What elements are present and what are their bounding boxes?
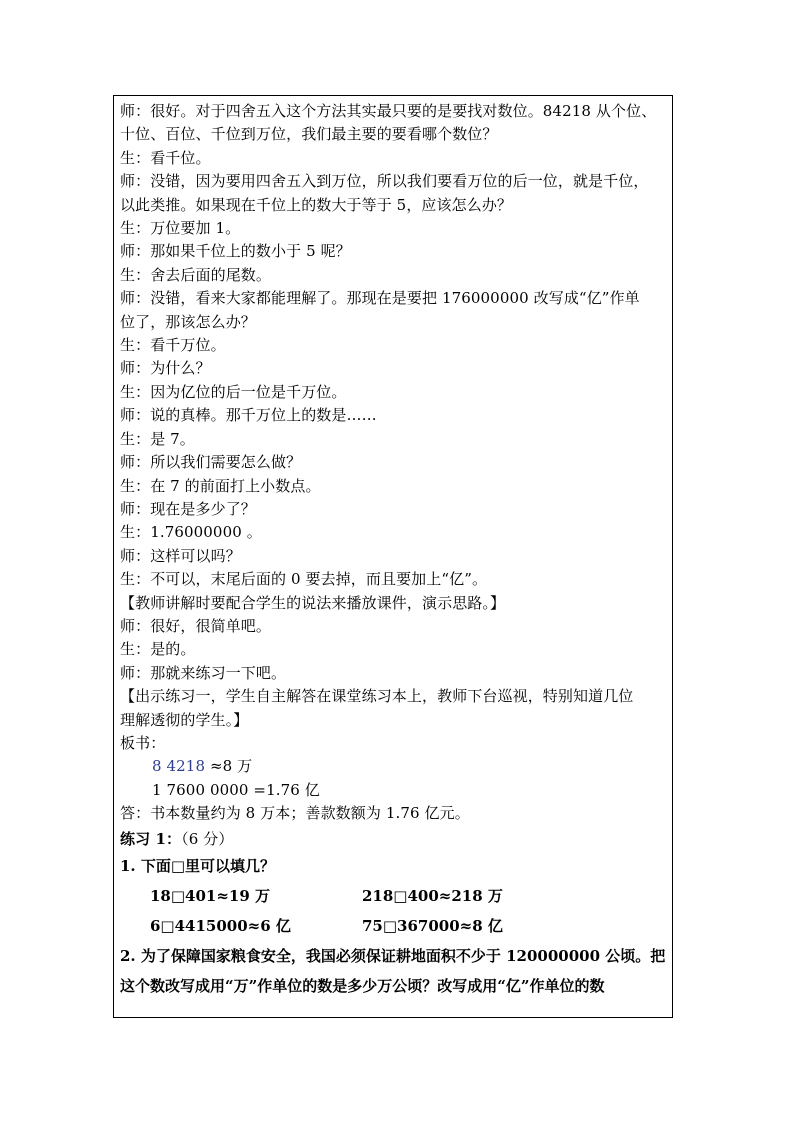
exercise-question-2-cont: 这个数改写成用“万”作单位的数是多少万公顷？改写成用“亿”作单位的数 [120,977,605,995]
answer-line: 答：书本数量约为 8 万本；善款数额为 1.76 亿元。 [120,804,470,823]
dialogue-line: 生：看千位。 [120,148,211,167]
exercise-item: 18□401≈19 万 [150,887,271,905]
dialogue-line: 生：舍去后面的尾数。 [120,265,272,284]
dialogue-line: 师：很好。对于四舍五入这个方法其实最只要的是要找对数位。84218 从个位、 [120,102,657,120]
dialogue-line: 师：这样可以吗？ [120,546,241,565]
exercise-title: 练习 1： [120,829,182,848]
teacher-note: 【出示练习一，学生自主解答在课堂练习本上，教师下台巡视，特别知道几位 [120,687,634,706]
exercise-item: 218□400≈218 万 [362,887,503,905]
board-number: 8 4218 [152,757,206,776]
board-line-1 [120,755,672,778]
dialogue-line: 生：看千万位。 [120,336,226,355]
exercise-question-1: 1. 下面□里可以填几？ [120,857,276,875]
exercise-question-2: 2. 为了保障国家粮食安全，我国必须保证耕地面积不少于 120000000 公顷。把 [120,947,666,965]
dialogue-line: 生：不可以，末尾后面的 0 要去掉，而且要加上“亿”。 [120,570,488,589]
dialogue-line: 师：没错，看来大家都能理解了。那现在是要把 176000000 改写成“亿”作单 [120,289,640,308]
teacher-note: 【教师讲解时要配合学生的说法来播放课件，演示思路。】 [120,593,506,612]
dialogue-line: 师：所以我们需要怎么做？ [120,453,302,472]
dialogue-line: 师：没错，因为要用四舍五入到万位，所以我们要看万位的后一位，就是千位， [120,172,649,191]
dialogue-line: 生：1.76000000 。 [120,523,262,542]
board-approx: ≈8 万 [205,757,253,776]
exercise-score: （6 分） [181,829,234,848]
exercise-row [120,911,672,941]
dialogue-line: 生：因为亿位的后一位是千万位。 [120,382,347,401]
exercise-item: 75□367000≈8 亿 [362,917,503,935]
exercise-row [120,881,672,911]
dialogue-line: 生：是的。 [120,640,196,659]
dialogue-line: 师：现在是多少了？ [120,499,256,518]
dialogue-line: 师：那如果千位上的数小于 5 呢？ [120,242,351,261]
dialogue-line: 师：为什么？ [120,359,211,378]
dialogue-line: 师：说的真棒。那千万位上的数是…… [120,406,377,425]
dialogue-line: 生：万位要加 1。 [120,219,241,238]
dialogue-line: 师：那就来练习一下吧。 [120,663,287,682]
dialogue-line: 师：很好，很简单吧。 [120,616,272,635]
dialogue-line: 十位、百位、千位到万位，我们最主要的要看哪个数位？ [120,125,498,144]
lesson-content [120,100,672,1001]
dialogue-line: 生：是 7。 [120,429,195,448]
dialogue-line: 生：在 7 的前面打上小数点。 [120,476,321,495]
dialogue-line: 位了，那该怎么办？ [120,312,256,331]
teacher-note: 理解透彻的学生。】 [120,710,249,729]
dialogue-line: 以此类推。如果现在千位上的数大于等于 5，应该怎么办？ [120,195,513,214]
exercise-heading [120,828,672,851]
document-table-cell [113,95,673,1018]
exercise-item: 6□4415000≈6 亿 [150,917,291,935]
board-label: 板书： [120,733,166,752]
board-line-2: 1 7600 0000 =1.76 亿 [152,780,320,799]
